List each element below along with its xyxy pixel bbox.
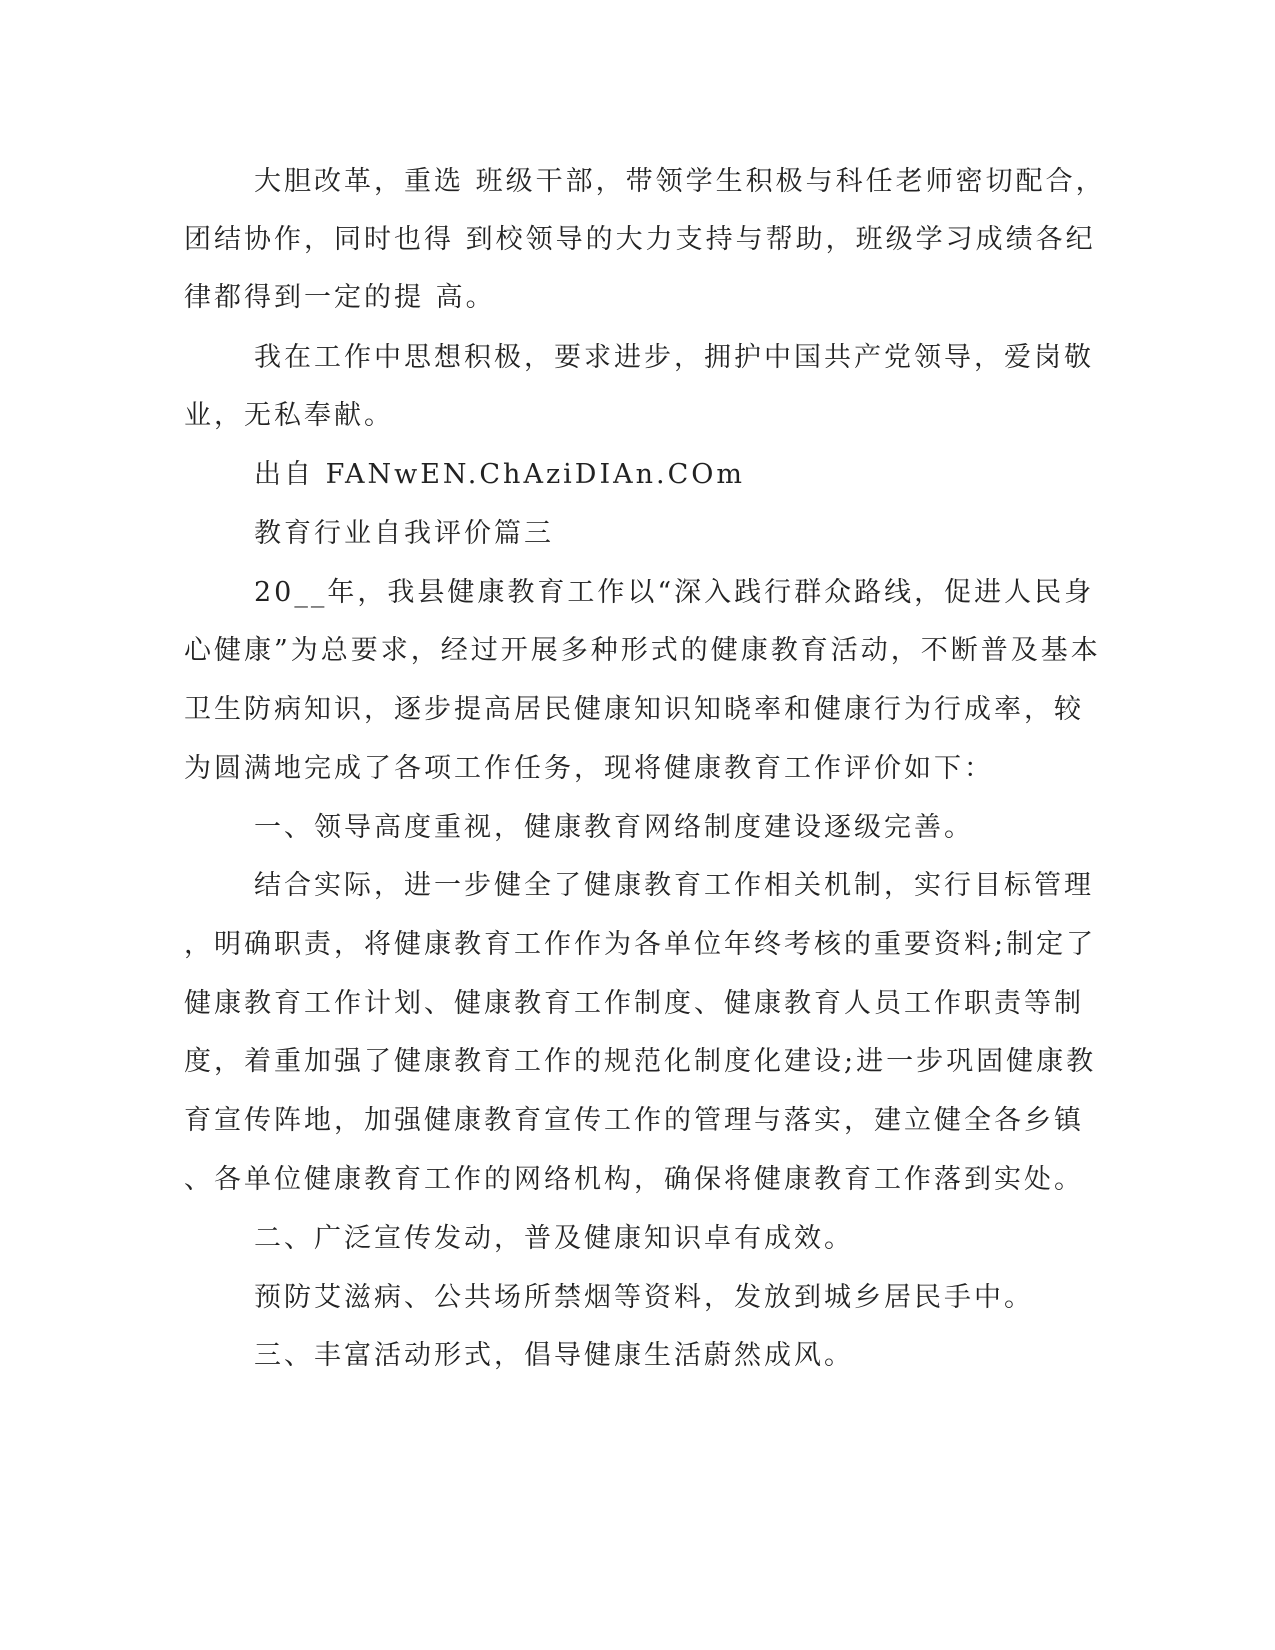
text-line: 律都得到一定的提 高。 (184, 282, 496, 313)
text-line: 健康教育工作计划、健康教育工作制度、健康教育人员工作职责等制 (184, 988, 1084, 1019)
text-line: 、各单位健康教育工作的网络机构，确保将健康教育工作落到实处。 (184, 1164, 1084, 1195)
text-line: 预防艾滋病、公共场所禁烟等资料，发放到城乡居民手中。 (254, 1282, 1034, 1313)
source-line: 出自 FANwEN.ChAziDIAn.COm (254, 459, 745, 490)
text-line: 心健康”为总要求，经过开展多种形式的健康教育活动，不断普及基本 (184, 635, 1101, 666)
text-line: 业，无私奉献。 (184, 400, 394, 431)
text-line: 大胆改革，重选 班级干部，带领学生积极与科任老师密切配合， (254, 166, 1106, 197)
subheading-line: 三、丰富活动形式，倡导健康生活蔚然成风。 (254, 1340, 854, 1371)
subheading-line: 二、广泛宣传发动，普及健康知识卓有成效。 (254, 1223, 854, 1254)
text-line: 育宣传阵地，加强健康教育宣传工作的管理与落实，建立健全各乡镇 (184, 1105, 1084, 1136)
text-line: 结合实际，进一步健全了健康教育工作相关机制，实行目标管理 (254, 870, 1094, 901)
text-line: 20__年，我县健康教育工作以“深入践行群众路线，促进人民身 (254, 577, 1095, 608)
subheading-line: 一、领导高度重视，健康教育网络制度建设逐级完善。 (254, 812, 974, 843)
text-line: 团结协作，同时也得 到校领导的大力支持与帮助，班级学习成绩各纪 (184, 224, 1096, 255)
text-line: 卫生防病知识，逐步提高居民健康知识知晓率和健康行为行成率，较 (184, 694, 1084, 725)
text-line: ，明确职责，将健康教育工作作为各单位年终考核的重要资料;制定了 (184, 929, 1097, 960)
text-line: 度，着重加强了健康教育工作的规范化制度化建设;进一步巩固健康教 (184, 1046, 1097, 1077)
text-line: 为圆满地完成了各项工作任务，现将健康教育工作评价如下： (184, 753, 994, 784)
text-line: 我在工作中思想积极，要求进步，拥护中国共产党领导，爱岗敬 (254, 342, 1094, 373)
section-heading: 教育行业自我评价篇三 (254, 518, 554, 549)
